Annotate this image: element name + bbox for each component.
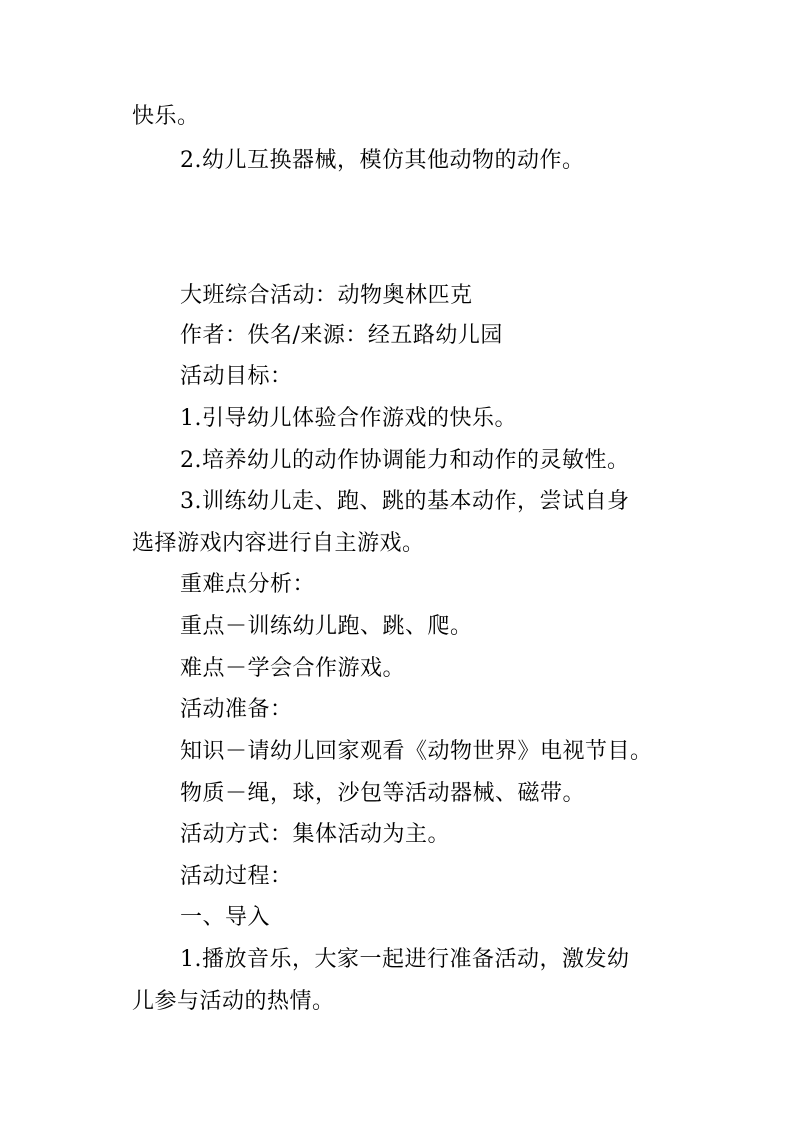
text-line: 重点－训练幼儿跑、跳、爬。 (180, 614, 473, 639)
text-line: 物质－绳，球，沙包等活动器械、磁带。 (180, 781, 586, 806)
text-line: 快乐。 (132, 104, 200, 129)
text-line: 3.训练幼儿走、跑、跳的基本动作，尝试自身 (180, 489, 630, 514)
text-line: 难点－学会合作游戏。 (180, 656, 406, 681)
text-line: 2.培养幼儿的动作协调能力和动作的灵敏性。 (180, 448, 630, 473)
section-heading: 活动准备： (180, 697, 293, 722)
section-heading: 重难点分析： (180, 572, 316, 597)
text-line: 2.幼儿互换器械，模仿其他动物的动作。 (180, 148, 585, 173)
text-line: 1.引导幼儿体验合作游戏的快乐。 (180, 406, 517, 431)
author-line: 作者：佚名/来源：经五路幼儿园 (180, 323, 503, 348)
article-title: 大班综合活动：动物奥林匹克 (180, 283, 473, 308)
text-line: 一、导入 (180, 905, 271, 930)
text-line: 知识－请幼儿回家观看《动物世界》电视节目。 (180, 739, 653, 764)
section-heading: 活动目标： (180, 364, 293, 389)
text-line: 选择游戏内容进行自主游戏。 (132, 531, 425, 556)
text-line: 活动方式：集体活动为主。 (180, 822, 451, 847)
section-heading: 活动过程： (180, 864, 293, 889)
text-line: 儿参与活动的热情。 (132, 989, 335, 1014)
text-line: 1.播放音乐，大家一起进行准备活动，激发幼 (180, 947, 630, 972)
